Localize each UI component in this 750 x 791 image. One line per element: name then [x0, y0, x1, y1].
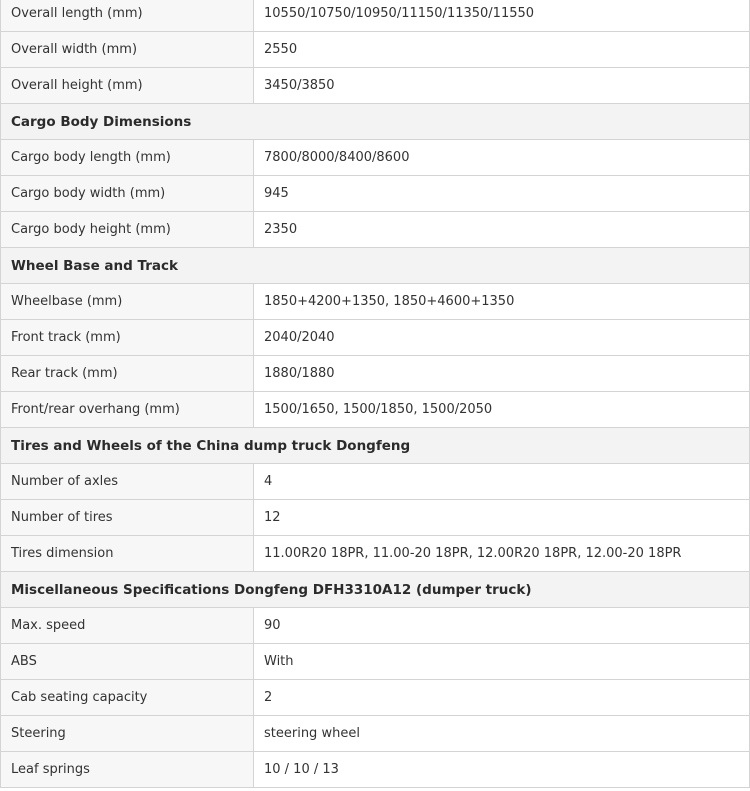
spec-label: Number of axles — [1, 464, 254, 500]
spec-row — [1, 536, 750, 572]
spec-label: Wheelbase (mm) — [1, 284, 254, 320]
spec-row — [1, 392, 750, 428]
spec-label: ABS — [1, 644, 254, 680]
spec-label: Number of tires — [1, 500, 254, 536]
spec-label: Cab seating capacity — [1, 680, 254, 716]
spec-row — [1, 176, 750, 212]
spec-row — [1, 356, 750, 392]
spec-row — [1, 320, 750, 356]
spec-label: Front/rear overhang (mm) — [1, 392, 254, 428]
spec-value: 2350 — [254, 212, 750, 248]
spec-label: Max. speed — [1, 608, 254, 644]
spec-value: 12 — [254, 500, 750, 536]
spec-row — [1, 140, 750, 176]
spec-value: 7800/8000/8400/8600 — [254, 140, 750, 176]
spec-row — [1, 464, 750, 500]
spec-value: 90 — [254, 608, 750, 644]
spec-value: 2040/2040 — [254, 320, 750, 356]
spec-value: 945 — [254, 176, 750, 212]
spec-row — [1, 212, 750, 248]
spec-row — [1, 284, 750, 320]
spec-row — [1, 68, 750, 104]
section-header-row — [1, 572, 750, 608]
spec-label: Front track (mm) — [1, 320, 254, 356]
spec-value: 2 — [254, 680, 750, 716]
spec-label: Cargo body height (mm) — [1, 212, 254, 248]
section-title: Cargo Body Dimensions — [1, 104, 750, 140]
spec-value: 2550 — [254, 32, 750, 68]
spec-row — [1, 644, 750, 680]
spec-value: 1500/1650, 1500/1850, 1500/2050 — [254, 392, 750, 428]
spec-value: 1880/1880 — [254, 356, 750, 392]
section-header-row — [1, 248, 750, 284]
spec-label: Overall length (mm) — [1, 0, 254, 32]
spec-row — [1, 0, 750, 32]
spec-value: 10550/10750/10950/11150/11350/11550 — [254, 0, 750, 32]
spec-row — [1, 608, 750, 644]
spec-row — [1, 32, 750, 68]
spec-value: With — [254, 644, 750, 680]
spec-value: 10 / 10 / 13 — [254, 752, 750, 788]
spec-label: Cargo body length (mm) — [1, 140, 254, 176]
spec-row — [1, 500, 750, 536]
spec-value: steering wheel — [254, 716, 750, 752]
section-header-row — [1, 104, 750, 140]
spec-label: Rear track (mm) — [1, 356, 254, 392]
spec-value: 1850+4200+1350, 1850+4600+1350 — [254, 284, 750, 320]
spec-row — [1, 752, 750, 788]
spec-label: Overall height (mm) — [1, 68, 254, 104]
spec-value: 11.00R20 18PR, 11.00-20 18PR, 12.00R20 18PR, 12.00-20 18PR — [254, 536, 750, 572]
section-title: Wheel Base and Track — [1, 248, 750, 284]
spec-value: 4 — [254, 464, 750, 500]
spec-value: 3450/3850 — [254, 68, 750, 104]
spec-label: Steering — [1, 716, 254, 752]
section-title: Miscellaneous Specifications Dongfeng DFH3310A12 (dumper truck) — [1, 572, 750, 608]
spec-table-body — [1, 0, 750, 788]
spec-row — [1, 716, 750, 752]
spec-label: Cargo body width (mm) — [1, 176, 254, 212]
spec-label: Tires dimension — [1, 536, 254, 572]
section-header-row — [1, 428, 750, 464]
spec-label: Overall width (mm) — [1, 32, 254, 68]
spec-label: Leaf springs — [1, 752, 254, 788]
section-title: Tires and Wheels of the China dump truck Dongfeng — [1, 428, 750, 464]
spec-row — [1, 680, 750, 716]
